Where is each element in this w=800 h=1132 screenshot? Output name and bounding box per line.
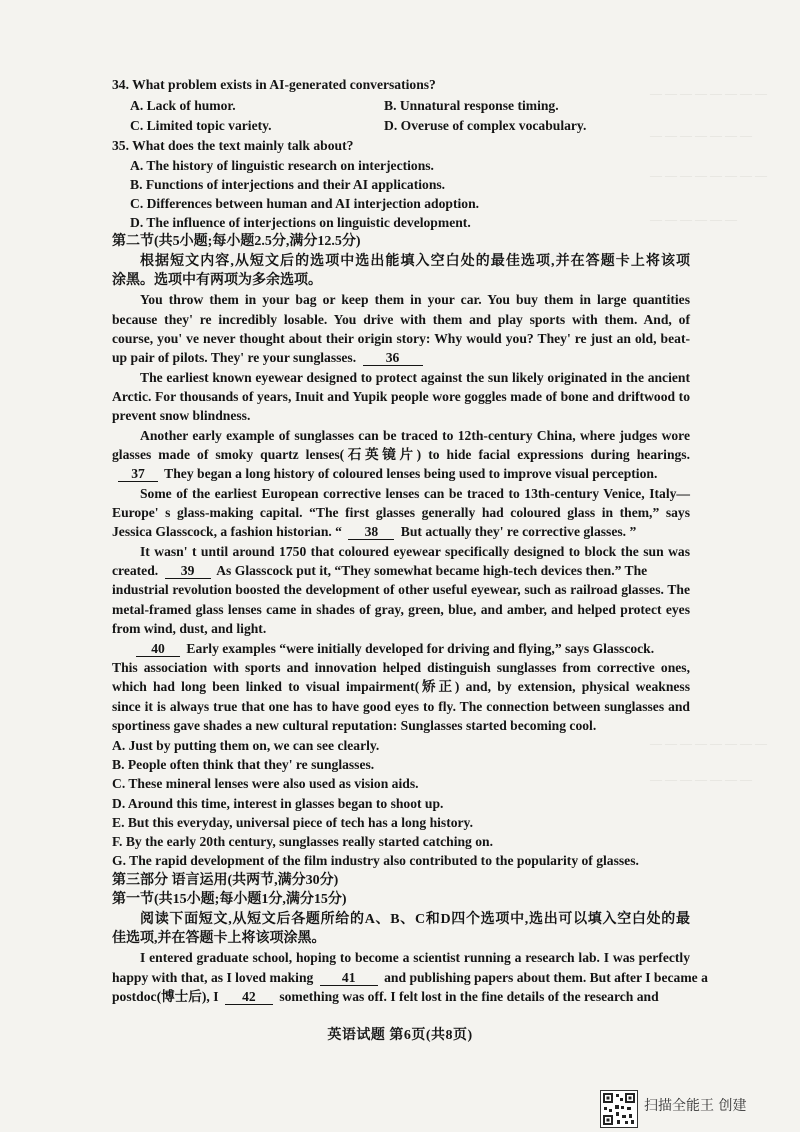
- option-c: C. These mineral lenses were also used as vision aids.: [112, 776, 419, 791]
- passage-line: The earliest known eyewear designed to protect against the sun likely originated in the ancient: [140, 370, 690, 385]
- section2-instruction-cont: 涂黑。选项中有两项为多余选项。: [112, 273, 322, 288]
- passage-line: [112, 465, 657, 483]
- passage2-text: something was off. I felt lost in the fine details of the research and: [279, 989, 659, 1004]
- q34-option-d: D. Overuse of complex vocabulary.: [384, 118, 587, 133]
- part3-instruction-cont: 佳选项,并在答题卡上将该项涂黑。: [112, 931, 326, 946]
- blank-40: 40: [136, 641, 180, 657]
- passage-line: course, you' ve never thought about their origin story: Why would you? They' re just an old, beat-: [112, 331, 690, 346]
- section2-instruction: 根据短文内容,从短文后的选项中选出能填入空白处的最佳选项,并在答题卡上将该项: [140, 254, 690, 269]
- passage2-text: and publishing papers about them. But after I became a: [384, 970, 708, 985]
- option-d: D. Around this time, interest in glasses began to shoot up.: [112, 796, 444, 811]
- q35-option-a: A. The history of linguistic research on interjections.: [130, 158, 434, 173]
- passage2-text: postdoc(博士后), I: [112, 989, 219, 1004]
- q34-question: 34. What problem exists in AI-generated conversations?: [112, 77, 436, 92]
- q34-option-b: B. Unnatural response timing.: [384, 98, 559, 113]
- passage-text: up pair of pilots. They' re your sunglasses.: [112, 350, 357, 365]
- option-a: A. Just by putting them on, we can see clearly.: [112, 738, 380, 753]
- passage-text: As Glasscock put it, “They somewhat became high-tech devices then.” The: [216, 563, 648, 578]
- q35-option-b: B. Functions of interjections and their AI applications.: [130, 177, 446, 192]
- passage-text: They began a long history of coloured lenses being used to improve visual perception.: [164, 466, 658, 481]
- q35-option-c: C. Differences between human and AI interjection adoption.: [130, 196, 480, 211]
- scanner-watermark: 扫描全能王 创建: [644, 1098, 747, 1114]
- exam-page: — — — — — — — — — — — — — — — — — — — — — — — — — — — — — — — — — — — — — — — — — — — — 34. What problem exists in AI-generated conversations? A. Lack of humor. B. Unnatural response timing. C. Limited topic variety. D. Overuse of complex vocabulary. 35. What does the text mainly talk about? A. The history of linguistic research on interjections. B. Functions of interjections and their AI applications. C. Differences between human and AI interjection adoption. D. The influence of interjections on linguistic development. 第二节(共5小题;每小题2.5分,满分12.5分) 根据短文内容,从短文后的选项中选出能填入空白处的最佳选项,并在答题卡上将该项 涂黑。选项中有两项为多余选项。 You throw them in your bag or keep them in your car. You buy them in large quantities because they' re incredibly losable. You drive with them and play sports with them. And, of course, you' ve never thought about their origin story: Why would you? They' re just an old, beat- up pair of pilots. They' re your sunglasses. 36 The earliest known eyewear designed to protect against the sun likely originated in the ancient Arctic. For thousands of years, Inuit and Yupik people wore goggles made of bone and driftwood to prevent snow blindness. Another early example of sunglasses can be traced to 12th-century China, where judges wore glasses made of smoky quartz lenses(石英镜片) to hide facial expressions during hearings. 37 They began a long history of coloured lenses being used to improve visual perception. Some of the earliest European corrective lenses can be traced to 13th-century Venice, Italy— Europe' s glass-making capital. “The first glasses generally had coloured glass in them,” says Jessica Glasscock, a fashion historian. “ 38 But actually they' re corrective glasses. ” It wasn' t until around 1750 that coloured eyewear specifically designed to block the sun was created. 39 As Glasscock put it, “They somewhat became high-tech devices then.” The industrial revolution boosted the development of other useful eyewear, such as railroad glasses. The metal-framed glass lenses came in shades of gray, green, blue, and amber, and helped protect eyes from wind, dust, and light. 40 Early examples “were initially developed for driving and flying,” says Glasscock. This association with sports and innovation helped distinguish sunglasses from corrective ones, which had long been linked to visual impairment(矫正) and, by extension, physical weakness since it is always true that one has to have good eyes to fly. The connection between sunglasses and sportiness gave shades a new cultural reputation: Sunglasses started becoming cool. A. Just by putting them on, we can see clearly. B. People often think that they' re sunglasses. C. These mineral lenses were also used as vision aids. D. Around this time, interest in glasses began to shoot up. E. But this everyday, universal piece of tech has a long history. F. By the early 20th century, sunglasses really started catching on. G. The rapid development of the film industry also contributed to the popularity of glasses. 第三部分 语言运用(共两节,满分30分) 第一节(共15小题;每小题1分,满分15分) 阅读下面短文,从短文后各题所给的A、B、C和D四个选项中,选出可以填入空白处的最 佳选项,并在答题卡上将该项涂黑。 I entered graduate school, hoping to become a scientist running a research lab. I was perfectly happy with that, as I loved making 41 and publishing papers about them. But after I became a postdoc(博士后), I 42 something was off. I felt lost in the fine details of the research and 英语试题 第6页(共8页) 扫描全能王 创建: [0, 0, 800, 1132]
- section2-title: 第二节(共5小题;每小题2.5分,满分12.5分): [112, 234, 361, 249]
- passage2-line: I entered graduate school, hoping to become a scientist running a research lab. I was perfectly: [140, 950, 690, 965]
- passage2-line: [112, 988, 659, 1006]
- blank-37: 37: [118, 466, 158, 482]
- q35-option-d: D. The influence of interjections on linguistic development.: [130, 215, 471, 230]
- passage2-text: happy with that, as I loved making: [112, 970, 314, 985]
- q34-option-c: C. Limited topic variety.: [130, 118, 272, 133]
- passage-line: metal-framed glass lenses came in shades of gray, green, blue, and amber, and helped protect eyes: [112, 602, 690, 617]
- option-g: G. The rapid development of the film industry also contributed to the popularity of glasses.: [112, 853, 639, 868]
- passage-text: Jessica Glasscock, a fashion historian. “: [112, 524, 342, 539]
- passage-line: You throw them in your bag or keep them in your car. You buy them in large quantities: [140, 292, 690, 307]
- passage-line: It wasn' t until around 1750 that coloured eyewear specifically designed to block the sun was: [140, 544, 690, 559]
- passage-text: Early examples “were initially developed for driving and flying,” says Glasscock.: [186, 641, 655, 656]
- q35-question: 35. What does the text mainly talk about?: [112, 138, 354, 153]
- blank-38: 38: [348, 524, 394, 540]
- passage-text: created.: [112, 563, 159, 578]
- passage-line: industrial revolution boosted the development of other useful eyewear, such as railroad glasses. The: [112, 582, 690, 597]
- passage-line: This association with sports and innovation helped distinguish sunglasses from corrective ones,: [112, 660, 690, 675]
- option-e: E. But this everyday, universal piece of tech has a long history.: [112, 815, 473, 830]
- passage-line: Arctic. For thousands of years, Inuit and Yupik people wore goggles made of bone and driftwood to: [112, 389, 690, 404]
- q34-option-a: A. Lack of humor.: [130, 98, 236, 113]
- passage-line: Europe' s glass-making capital. “The first glasses generally had coloured glass in them,” says: [112, 505, 690, 520]
- passage2-line: [112, 969, 708, 987]
- option-b: B. People often think that they' re sunglasses.: [112, 757, 375, 772]
- blank-39: 39: [165, 563, 211, 579]
- qr-code-icon: [600, 1090, 638, 1128]
- passage-text: But actually they' re corrective glasses. ”: [400, 524, 637, 539]
- passage-line: Another early example of sunglasses can be traced to 12th-century China, where judges wore: [140, 428, 690, 443]
- blank-42: 42: [225, 989, 273, 1005]
- part3-title: 第三部分 语言运用(共两节,满分30分): [112, 873, 339, 888]
- passage-line: sportiness gave shades a new cultural reputation: Sunglasses started becoming cool.: [112, 718, 597, 733]
- passage-line: from wind, dust, and light.: [112, 621, 267, 636]
- blank-36: 36: [363, 350, 423, 366]
- passage-line: [112, 523, 636, 541]
- passage-line: because they' re incredibly losable. You drive with them and play sports with them. And, of: [112, 312, 690, 327]
- passage-line: Some of the earliest European corrective lenses can be traced to 13th-century Venice, Italy—: [140, 486, 690, 501]
- passage-line: [112, 562, 647, 580]
- page-footer: 英语试题 第6页(共8页): [327, 1028, 473, 1043]
- passage-line: [112, 349, 426, 367]
- part3-instruction: 阅读下面短文,从短文后各题所给的A、B、C和D四个选项中,选出可以填入空白处的最: [140, 912, 690, 927]
- blank-41: 41: [320, 970, 378, 986]
- part3-section1-title: 第一节(共15小题;每小题1分,满分15分): [112, 892, 347, 907]
- passage-line: [130, 640, 654, 658]
- passage-line: which had long been linked to visual impairment(矫正) and, by extension, physical weakness: [112, 679, 690, 694]
- option-f: F. By the early 20th century, sunglasses really started catching on.: [112, 834, 493, 849]
- passage-line: glasses made of smoky quartz lenses(石英镜片) to hide facial expressions during hearings.: [112, 447, 690, 462]
- passage-line: since it is always true that one has to have good eyes to fly. The connection between sunglasses and: [112, 699, 690, 714]
- passage-line: prevent snow blindness.: [112, 408, 251, 423]
